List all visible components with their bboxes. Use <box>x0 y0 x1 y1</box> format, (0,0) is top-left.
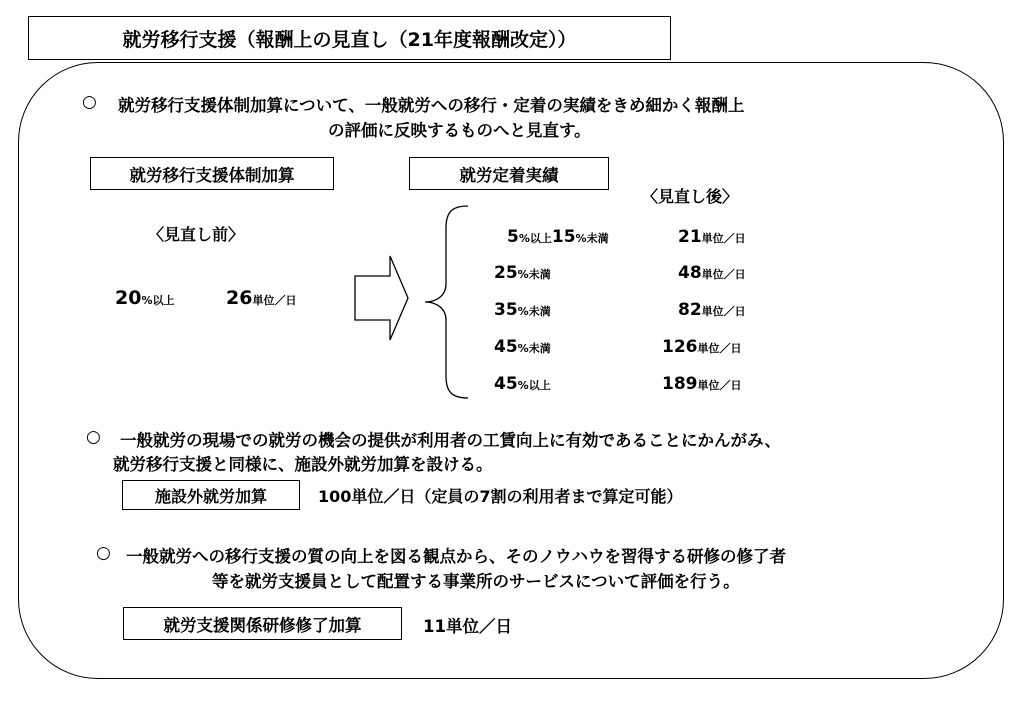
after-row-4-pct: 45%未満 <box>494 337 551 357</box>
section1-line1: 就労移行支援体制加算について、一般就労への移行・定着の実績をきめ細かく報酬上 <box>118 96 745 115</box>
training-addition-value: 11単位／日 <box>423 617 512 636</box>
before-pct-num: 20 <box>115 287 142 309</box>
bullet-1: ○ <box>82 92 97 112</box>
label-training-addition: 就労支援関係研修修了加算 <box>123 607 402 640</box>
before-row <box>115 287 174 309</box>
section3-line2: 等を就労支援員として配置する事業所のサービスについて評価を行う。 <box>212 572 740 591</box>
after-row-1-value: 21単位／日 <box>678 227 746 247</box>
page-title-box <box>28 16 671 60</box>
after-row-2-value: 48単位／日 <box>678 263 746 283</box>
after-row-3-pct: 35%未満 <box>494 300 551 320</box>
section1-line2: の評価に反映するものへと見直す。 <box>328 121 591 140</box>
label-support-addition: 就労移行支援体制加算 <box>90 157 334 190</box>
before-heading: 〈見直し前〉 <box>148 225 245 244</box>
bullet-2: ○ <box>86 427 101 447</box>
after-row-4-value: 126単位／日 <box>662 337 742 357</box>
label-retention-record: 就労定着実績 <box>409 157 609 190</box>
after-row-3-value: 82単位／日 <box>678 300 746 320</box>
section3-line1: 一般就労への移行支援の質の向上を図る観点から、そのノウハウを習得する研修の修了者 <box>126 547 786 566</box>
left-brace-icon <box>422 204 472 400</box>
before-value: 26単位／日 <box>226 287 297 309</box>
section2-line2: 就労移行支援と同様に、施設外就労加算を設ける。 <box>113 455 493 474</box>
section2-line1: 一般就労の現場での就労の機会の提供が利用者の工賃向上に有効であることにかんがみ、 <box>120 431 781 450</box>
after-row-1-pct: 5%以上15%未満 <box>507 227 609 247</box>
label-offsite-addition: 施設外就労加算 <box>122 480 300 510</box>
after-row-5-pct: 45%以上 <box>494 374 551 394</box>
page-title: 就労移行支援（報酬上の見直し（21年度報酬改定）） <box>122 28 577 51</box>
offsite-addition-value: 100単位／日（定員の7割の利用者まで算定可能） <box>318 487 683 506</box>
bullet-3: ○ <box>96 543 111 563</box>
before-pct-unit: %以上 <box>141 294 175 307</box>
right-arrow-icon <box>354 254 410 342</box>
after-row-5-value: 189単位／日 <box>662 374 742 394</box>
after-heading: 〈見直し後〉 <box>642 187 739 206</box>
after-row-2-pct: 25%未満 <box>494 263 551 283</box>
